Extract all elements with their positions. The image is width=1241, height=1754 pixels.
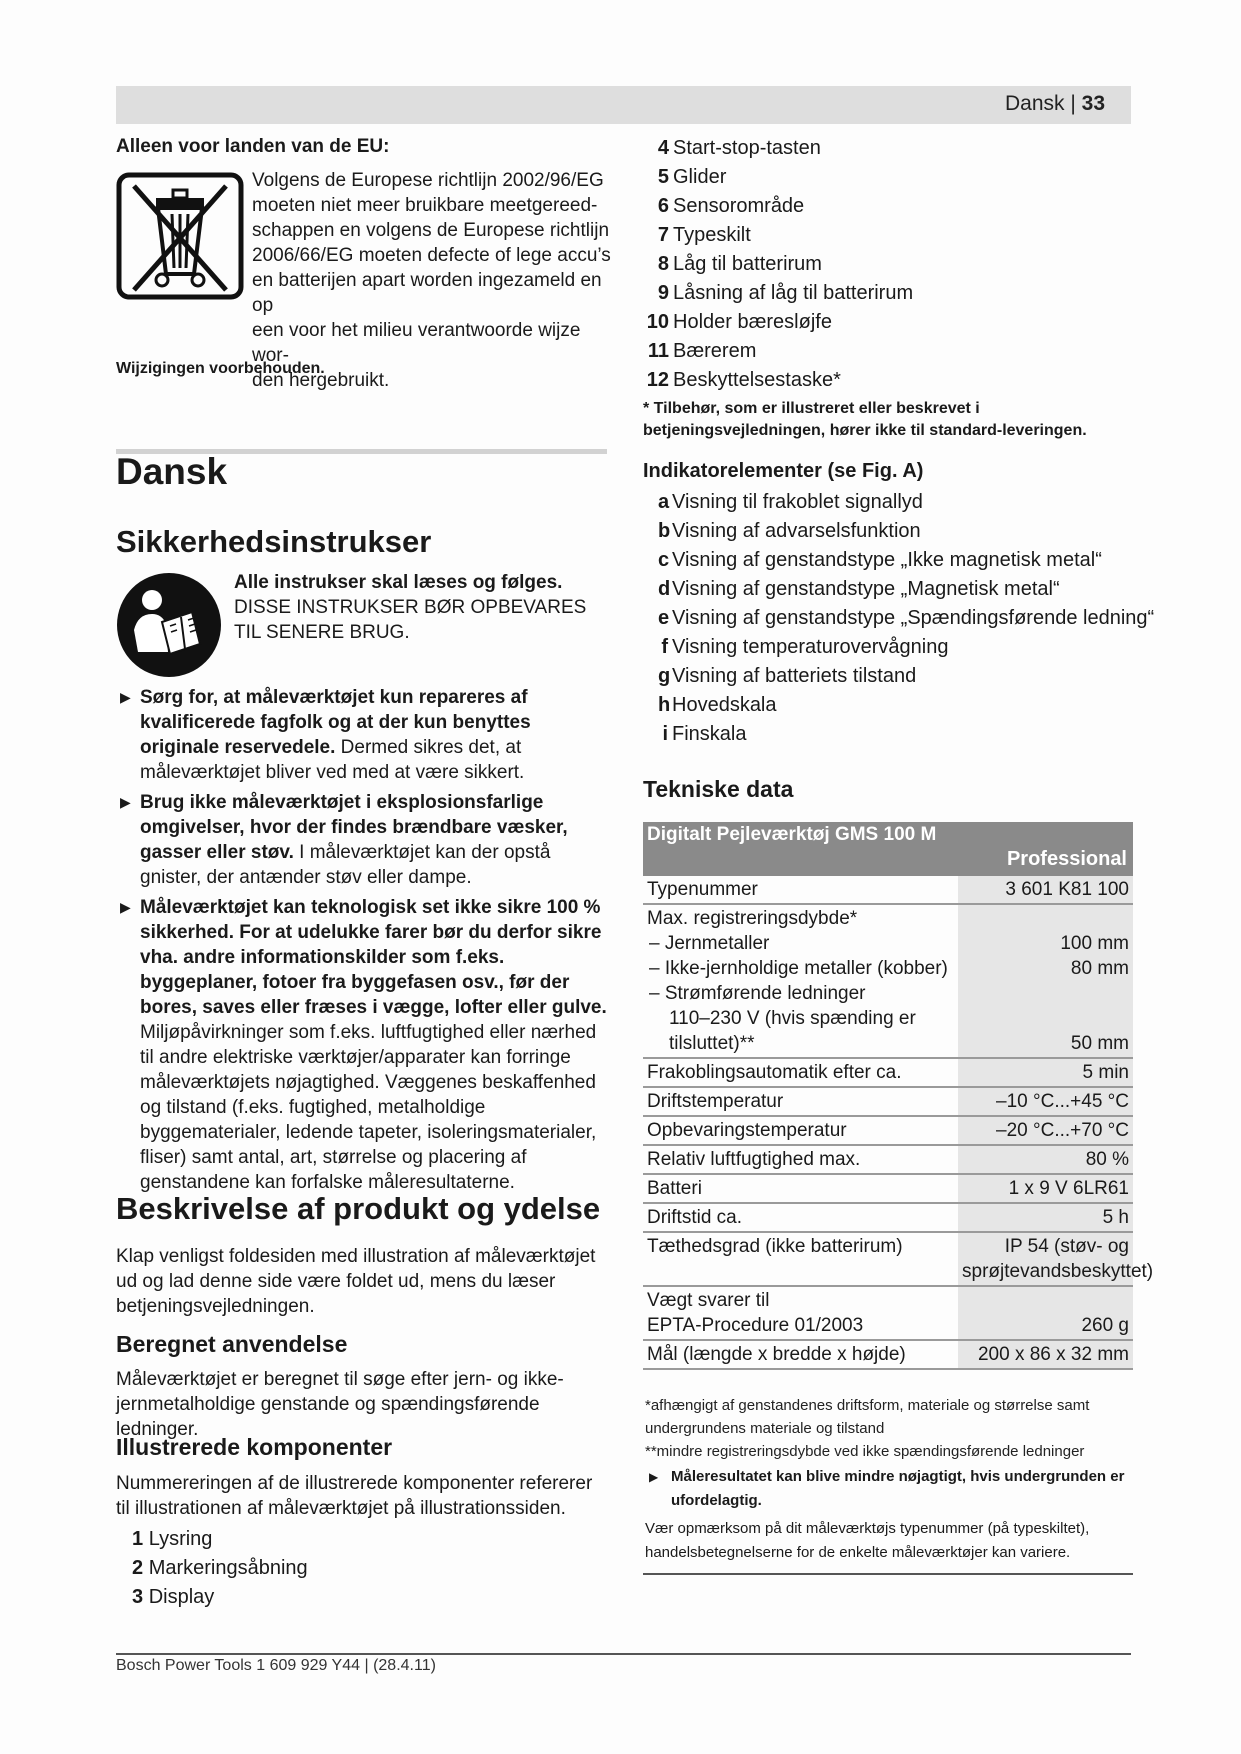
- spec-table: [643, 822, 1154, 1370]
- list-item: [658, 575, 1154, 604]
- spec-value-spacer: [962, 1288, 1129, 1313]
- indicator-letter: g: [658, 665, 671, 687]
- spec-value: 5 min: [958, 1059, 1133, 1086]
- bullet-arrow-icon: ▶: [120, 794, 131, 810]
- safety-bullet: [116, 685, 611, 785]
- section-title-dansk: Dansk: [116, 451, 228, 492]
- spec-key: – Jernmetaller: [649, 933, 770, 954]
- component-number: 3: [132, 1586, 144, 1608]
- description-text: Klap venligst foldesiden med illustration af måleværktøjet ud og lad denne side være foldet ud, mens du læser betjeningsvejledningen.: [116, 1246, 596, 1317]
- safety-bullets: [116, 685, 611, 1200]
- component-label: Sensorområde: [673, 195, 805, 217]
- accessory-note: * Tilbehør, som er illustreret eller beskrevet i betjeningsvejledningen, hører ikke til standard-leveringen.: [643, 400, 1087, 439]
- table-row: [643, 1059, 1133, 1088]
- table-row: [643, 1146, 1133, 1175]
- spec-key: EPTA-Procedure 01/2003: [647, 1315, 864, 1336]
- bullet-bold: Måleværktøjet kan teknologisk set ikke sikre 100 % sikkerhed. For at udelukke farer bør du derfor sikre vha. andre informationskilder som f.eks. byggeplaner, fotoer fra byggefasen osv., før der bores, saves eller fræses i vægge, lofter eller gulve.: [140, 897, 607, 1018]
- spec-key-group: [643, 1287, 958, 1339]
- spec-value: –10 °C...+45 °C: [958, 1088, 1133, 1115]
- spec-value-spacer: [962, 1006, 1129, 1031]
- spec-value: 1 x 9 V 6LR61: [958, 1175, 1133, 1202]
- spec-key: Driftstid ca.: [647, 1207, 743, 1228]
- table-row: [643, 1175, 1133, 1204]
- list-item: [658, 546, 1154, 575]
- spec-value: –20 °C...+70 °C: [958, 1117, 1133, 1144]
- spec-key: – Ikke-jernholdige metaller (kobber): [649, 958, 948, 979]
- list-item: [643, 221, 913, 250]
- list-item: [658, 517, 1154, 546]
- indicator-label: Visning af genstandstype „Magnetisk metal“: [672, 578, 1060, 600]
- spec-value: 50 mm: [1070, 1033, 1129, 1054]
- read-bold: Alle instrukser skal læses og følges.: [234, 572, 563, 593]
- spec-table-header: [643, 822, 1133, 876]
- indicator-list: [658, 488, 1154, 749]
- read-instructions-text: [234, 570, 609, 645]
- safety-heading: Sikkerhedsinstrukser: [116, 524, 432, 559]
- spec-key-group: [643, 905, 958, 1057]
- indicator-letter: h: [658, 694, 671, 716]
- eu-line: den hergebruikt.: [252, 370, 390, 391]
- spec-key: Frakoblingsautomatik efter ca.: [647, 1062, 902, 1083]
- bullet-arrow-icon: ▶: [120, 689, 131, 705]
- eu-line: een voor het milieu verantwoorde wijze wor-: [252, 320, 581, 366]
- eu-line: moeten niet meer bruikbare meetgereed-: [252, 195, 598, 216]
- list-item: [658, 633, 1154, 662]
- bullet-bold: Sørg for, at måleværktøjet kun repareres af kvalificerede fagfolk og at der kun benyttes originale reservedele.: [140, 687, 531, 758]
- indicator-label: Visning af genstandstype „Ikke magnetisk metal“: [672, 549, 1102, 571]
- bullet-rest: Dermed sikres det, at måleværktøjet bliver ved med at være sikkert.: [140, 737, 525, 783]
- list-item: [658, 691, 1154, 720]
- spec-value-spacer: [962, 906, 1129, 931]
- eu-heading: Alleen voor landen van de EU:: [116, 136, 390, 157]
- header-separator: |: [1064, 92, 1082, 115]
- spec-key: Tæthedsgrad (ikke batterirum): [647, 1236, 903, 1257]
- component-number: 12: [646, 369, 669, 391]
- table-row: [643, 1287, 1133, 1341]
- component-list-right: [643, 134, 913, 395]
- component-label: Start-stop-tasten: [673, 137, 821, 159]
- spec-value: 80 mm: [1070, 958, 1129, 979]
- spec-key: Driftstemperatur: [647, 1091, 784, 1112]
- spec-key: Opbevaringstemperatur: [647, 1120, 847, 1141]
- changes-note: Wijzigingen voorbehouden.: [116, 360, 325, 377]
- header-text: [1005, 92, 1105, 116]
- spec-key: Typenummer: [647, 879, 758, 900]
- footer-rule: [116, 1653, 1131, 1655]
- list-item: [658, 604, 1154, 633]
- product-line: Professional: [1006, 848, 1127, 870]
- spec-value-group: [958, 1287, 1133, 1339]
- safety-bullet: [116, 895, 611, 1195]
- indicator-label: Visning af genstandstype „Spændingsførende ledning“: [672, 607, 1155, 629]
- component-label: Holder bæresløjfe: [673, 311, 832, 333]
- bullet-bold: Brug ikke måleværktøjet i eksplosionsfarlige omgivelser, hvor der findes brændbare væsker, gasser eller støv.: [140, 792, 568, 863]
- component-list-left: [132, 1525, 308, 1612]
- component-number: 10: [646, 311, 669, 333]
- indicator-heading: Indikatorelementer (se Fig. A): [643, 460, 924, 482]
- list-item: [643, 250, 913, 279]
- spec-key: Relativ luftfugtighed max.: [647, 1149, 861, 1170]
- footnote: *afhængigt af genstandenes driftsform, materiale og størrelse samt undergrundens materiale og tilstand: [645, 1397, 1090, 1437]
- spec-value-spacer: [962, 981, 1129, 1006]
- read-manual-icon: [116, 572, 222, 678]
- spec-value: 3 601 K81 100: [958, 876, 1133, 903]
- header-language: Dansk: [1004, 92, 1065, 115]
- table-row: [643, 1088, 1133, 1117]
- list-item: [132, 1554, 308, 1583]
- intended-use-heading: Beregnet anvendelse: [116, 1331, 348, 1357]
- indicator-letter: e: [658, 607, 670, 629]
- warning-text: Måleresultatet kan blive mindre nøjagtigt, hvis undergrunden er ufordelagtig.: [671, 1468, 1125, 1509]
- table-row: [643, 905, 1133, 1059]
- section-end-rule: [643, 1573, 1133, 1575]
- list-item: [658, 720, 1154, 749]
- header-bar: [116, 86, 1131, 124]
- footer-text: Bosch Power Tools 1 609 929 Y44 | (28.4.11): [116, 1657, 436, 1674]
- description-heading: Beskrivelse af produkt og ydelse: [116, 1191, 601, 1226]
- indicator-label: Visning til frakoblet signallyd: [672, 491, 923, 513]
- spec-value-group: [958, 905, 1133, 1057]
- indicator-letter: b: [658, 520, 671, 542]
- spec-value: 260 g: [1081, 1315, 1129, 1336]
- spec-key: Mål (længde x bredde x højde): [647, 1344, 906, 1365]
- list-item: [643, 192, 913, 221]
- table-row: [643, 1117, 1133, 1146]
- components-heading: Illustrerede komponenter: [116, 1434, 393, 1460]
- component-label: Display: [148, 1586, 215, 1608]
- eu-line: schappen en volgens de Europese richtlijn: [252, 220, 610, 241]
- indicator-label: Hovedskala: [672, 694, 777, 716]
- component-number: 9: [657, 282, 669, 304]
- component-number: 5: [657, 166, 669, 188]
- indicator-letter: a: [658, 491, 670, 513]
- indicator-label: Visning temperaturovervågning: [672, 636, 949, 658]
- read-rest: DISSE INSTRUKSER BØR OPBEVARES TIL SENERE BRUG.: [234, 597, 587, 643]
- eu-line: 2006/66/EG moeten defecte of lege accu’s: [252, 245, 611, 266]
- list-item: [132, 1525, 308, 1554]
- component-label: Låg til batterirum: [673, 253, 822, 275]
- spec-value: 200 x 86 x 32 mm: [958, 1341, 1133, 1368]
- warning-bullet: [645, 1465, 1135, 1513]
- indicator-label: Visning af advarselsfunktion: [672, 520, 921, 542]
- spec-key: Max. registreringsdybde*: [647, 908, 858, 929]
- component-number: 8: [657, 253, 669, 275]
- indicator-letter: d: [658, 578, 671, 600]
- eu-section: [116, 136, 611, 391]
- list-item: [643, 163, 913, 192]
- table-row: [643, 1341, 1133, 1370]
- tech-data-heading: Tekniske data: [643, 776, 794, 802]
- list-item: [658, 488, 1154, 517]
- bullet-rest: I måleværktøjet kan der opstå gnister, der antænder støv eller dampe.: [140, 842, 551, 888]
- list-item: [132, 1583, 308, 1612]
- list-item: [643, 366, 913, 395]
- table-row: [643, 1233, 1154, 1287]
- component-label: Typeskilt: [673, 224, 751, 246]
- bullet-arrow-icon: ▶: [649, 1470, 659, 1484]
- product-name: Digitalt Pejleværktøj GMS 100 M: [647, 824, 937, 845]
- spec-value: 5 h: [958, 1204, 1133, 1231]
- bullet-rest: Miljøpåvirkninger som f.eks. luftfugtighed eller nærhed til andre elektriske værktøjer/apparater kan forringe måleværktøjets nøjagtighed. Væggenes beskaffenhed og tilstand (f.eks. fugtighed, metalholdige byggematerialer, ledende tapeter, isoleringsmaterialer, fliser) samt antal, art, størrelse og placering af genstandene kan forfalske måleresultaterne.: [140, 1022, 597, 1193]
- list-item: [643, 279, 913, 308]
- spec-value: 80 %: [958, 1146, 1133, 1173]
- page-number: 33: [1081, 92, 1105, 115]
- component-number: 7: [657, 224, 669, 246]
- indicator-letter: f: [661, 636, 668, 658]
- intended-use-text: Måleværktøjet er beregnet til søge efter jern- og ikke-jernmetalholdige genstande og spændingsførende ledninger.: [116, 1369, 564, 1440]
- components-text: Nummereringen af de illustrerede komponenter refererer til illustrationen af måleværktøjet på illustrationssiden.: [116, 1473, 593, 1519]
- list-item: [643, 134, 913, 163]
- crossed-bin-icon: [116, 172, 244, 300]
- spec-key: 110–230 V (hvis spænding er: [669, 1008, 916, 1029]
- footnote: **mindre registreringsdybde ved ikke spændingsførende ledninger: [645, 1443, 1085, 1460]
- component-label: Beskyttelsestaske*: [673, 369, 841, 391]
- component-number: 2: [132, 1557, 144, 1579]
- spec-notes: [645, 1394, 1135, 1565]
- indicator-letter: i: [662, 723, 668, 745]
- spec-key: Batteri: [647, 1178, 702, 1199]
- indicator-letter: c: [658, 549, 670, 571]
- component-number: 4: [657, 137, 669, 159]
- spec-value: IP 54 (støv- og sprøjtevandsbeskyttet): [958, 1233, 1133, 1285]
- bullet-arrow-icon: ▶: [120, 899, 131, 915]
- list-item: [643, 337, 913, 366]
- table-row: [643, 1204, 1133, 1233]
- list-item: [658, 662, 1154, 691]
- component-number: 6: [657, 195, 669, 217]
- indicator-label: Visning af batteriets tilstand: [672, 665, 917, 687]
- component-label: Lysring: [148, 1528, 213, 1550]
- component-label: Bærerem: [673, 340, 757, 362]
- spec-value: 100 mm: [1060, 933, 1129, 954]
- spec-key: tilsluttet)**: [669, 1033, 755, 1054]
- safety-bullet: [116, 790, 611, 890]
- list-item: [643, 308, 913, 337]
- eu-line: en batterijen apart worden ingezameld en op: [252, 270, 602, 316]
- table-row: [643, 876, 1133, 905]
- indicator-label: Finskala: [672, 723, 747, 745]
- spec-key: – Strømførende ledninger: [649, 983, 866, 1004]
- spec-key: Vægt svarer til: [647, 1290, 770, 1311]
- eu-line: Volgens de Europese richtlijn 2002/96/EG: [252, 170, 604, 191]
- component-label: Glider: [673, 166, 727, 188]
- type-note: Vær opmærksom på dit måleværktøjs typenummer (på typeskiltet), handelsbetegnelserne for de enkelte måleværktøjer kan variere.: [645, 1520, 1090, 1561]
- component-number: 1: [132, 1528, 144, 1550]
- component-label: Markeringsåbning: [148, 1557, 308, 1579]
- component-label: Låsning af låg til batterirum: [673, 282, 914, 304]
- component-number: 11: [647, 340, 669, 362]
